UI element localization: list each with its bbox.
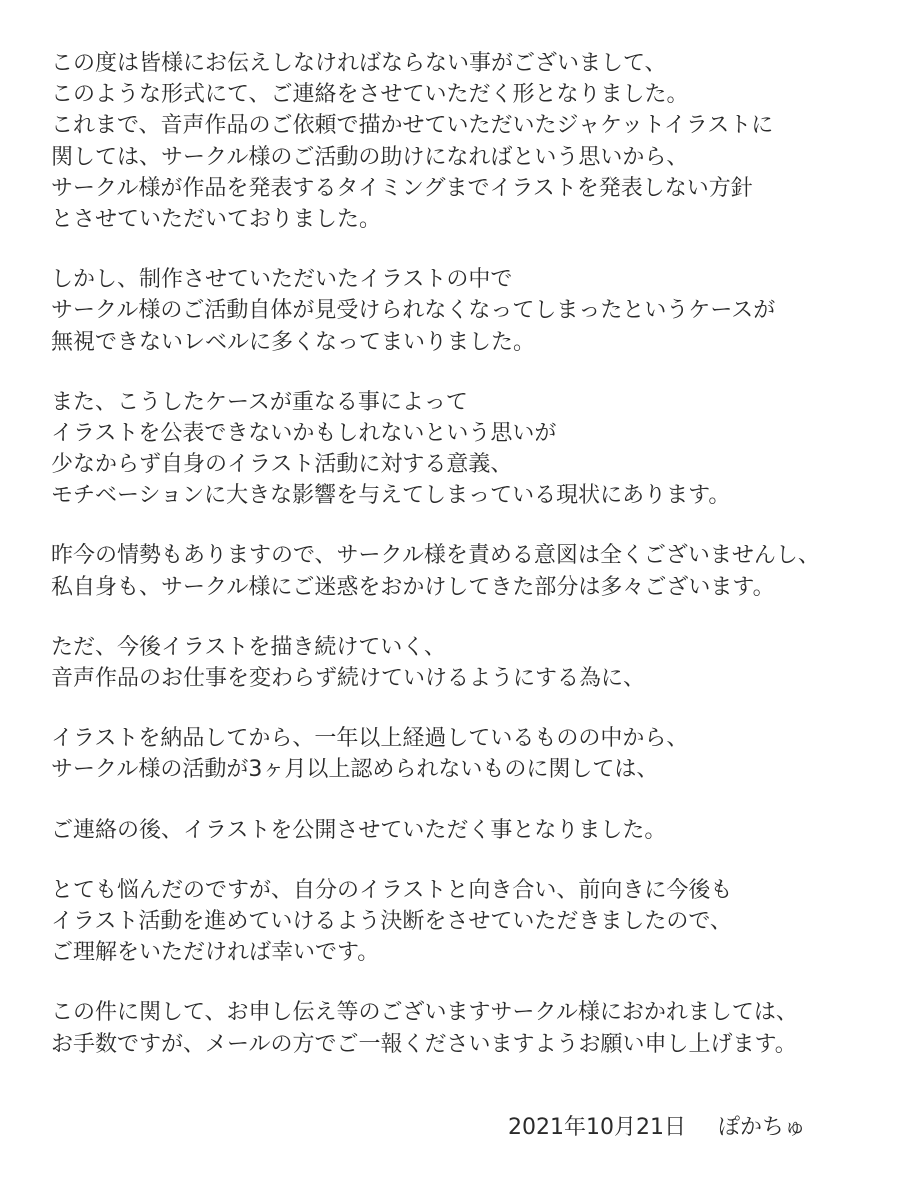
paragraph-gap <box>51 846 891 875</box>
paragraph-gap <box>51 358 891 387</box>
paragraph <box>51 387 891 512</box>
text-line: とさせていただいておりました。 <box>51 206 382 232</box>
paragraph <box>51 997 891 1059</box>
text-line: また、こうしたケースが重なる事によって <box>51 389 468 415</box>
text-line: イラストを公表できないかもしれないという思いが <box>51 420 557 446</box>
text-line: イラスト活動を進めていけるよう決断をさせていただきましたので、 <box>51 908 732 934</box>
text-line: モチベーションに大きな影響を与えてしまっている現状にあります。 <box>51 483 731 509</box>
text-line: サークル様が作品を発表するタイミングまでイラストを発表しない方針 <box>51 175 753 201</box>
paragraph-gap <box>51 786 891 815</box>
text-line: しかし、制作させていただいたイラストの中で <box>51 267 513 293</box>
text-line: 関しては、サークル様のご活動の助けになればという思いから、 <box>51 144 689 170</box>
paragraph <box>51 540 891 602</box>
text-line: 少なからず自身のイラスト活動に対する意義、 <box>51 452 513 478</box>
paragraph <box>51 815 891 846</box>
text-line: 昨今の情勢もありますので、サークル様を責める意図は全くございませんし、 <box>51 543 820 569</box>
paragraph-gap <box>51 694 891 723</box>
text-line: これまで、音声作品のご依頼で描かせていただいたジャケットイラストに <box>51 113 774 139</box>
text-line: ご理解をいただければ幸いです。 <box>51 940 380 966</box>
paragraph <box>51 632 891 694</box>
text-line: 私自身も、サークル様にご迷惑をおかけしてきた部分は多々ございます。 <box>51 574 775 600</box>
paragraph <box>51 264 891 358</box>
paragraph <box>51 723 891 785</box>
text-line: このような形式にて、ご連絡をさせていただく形となりました。 <box>51 82 689 108</box>
paragraph <box>51 48 891 235</box>
text-line: お手数ですが、メールの方でご一報くださいますようお願い申し上げます。 <box>51 1031 797 1057</box>
notice-body <box>51 48 891 1060</box>
text-line: 音声作品のお仕事を変わらず続けていけるようにする為に、 <box>51 666 646 691</box>
paragraph <box>51 875 891 969</box>
text-line: この度は皆様にお伝えしなければならない事がございまして、 <box>51 51 667 76</box>
paragraph-gap <box>51 511 891 540</box>
text-line: ただ、今後イラストを描き続けていく、 <box>51 634 446 660</box>
text-line: 無視できないレベルに多くなってまいりました。 <box>51 329 536 355</box>
text-line: ご連絡の後、イラストを公開させていただく事となりました。 <box>51 817 667 843</box>
author-name: ぽかちゅ <box>717 1115 806 1140</box>
paragraph-gap <box>51 603 891 632</box>
paragraph-gap <box>51 235 891 264</box>
paragraph-gap <box>51 968 891 997</box>
signature-line <box>508 1112 806 1144</box>
text-line: サークル様のご活動自体が見受けられなくなってしまったというケースが <box>51 298 776 324</box>
date-text: 2021年10月21日 <box>508 1115 686 1140</box>
text-line: とても悩んだのですが、自分のイラストと向き合い、前向きに今後も <box>51 877 733 903</box>
text-line: イラストを納品してから、一年以上経過しているものの中から、 <box>51 726 689 752</box>
text-line: サークル様の活動が3ヶ月以上認められないものに関しては、 <box>51 757 659 783</box>
text-line: この件に関して、お申し伝え等のございますサークル様におかれましては、 <box>51 1000 798 1026</box>
